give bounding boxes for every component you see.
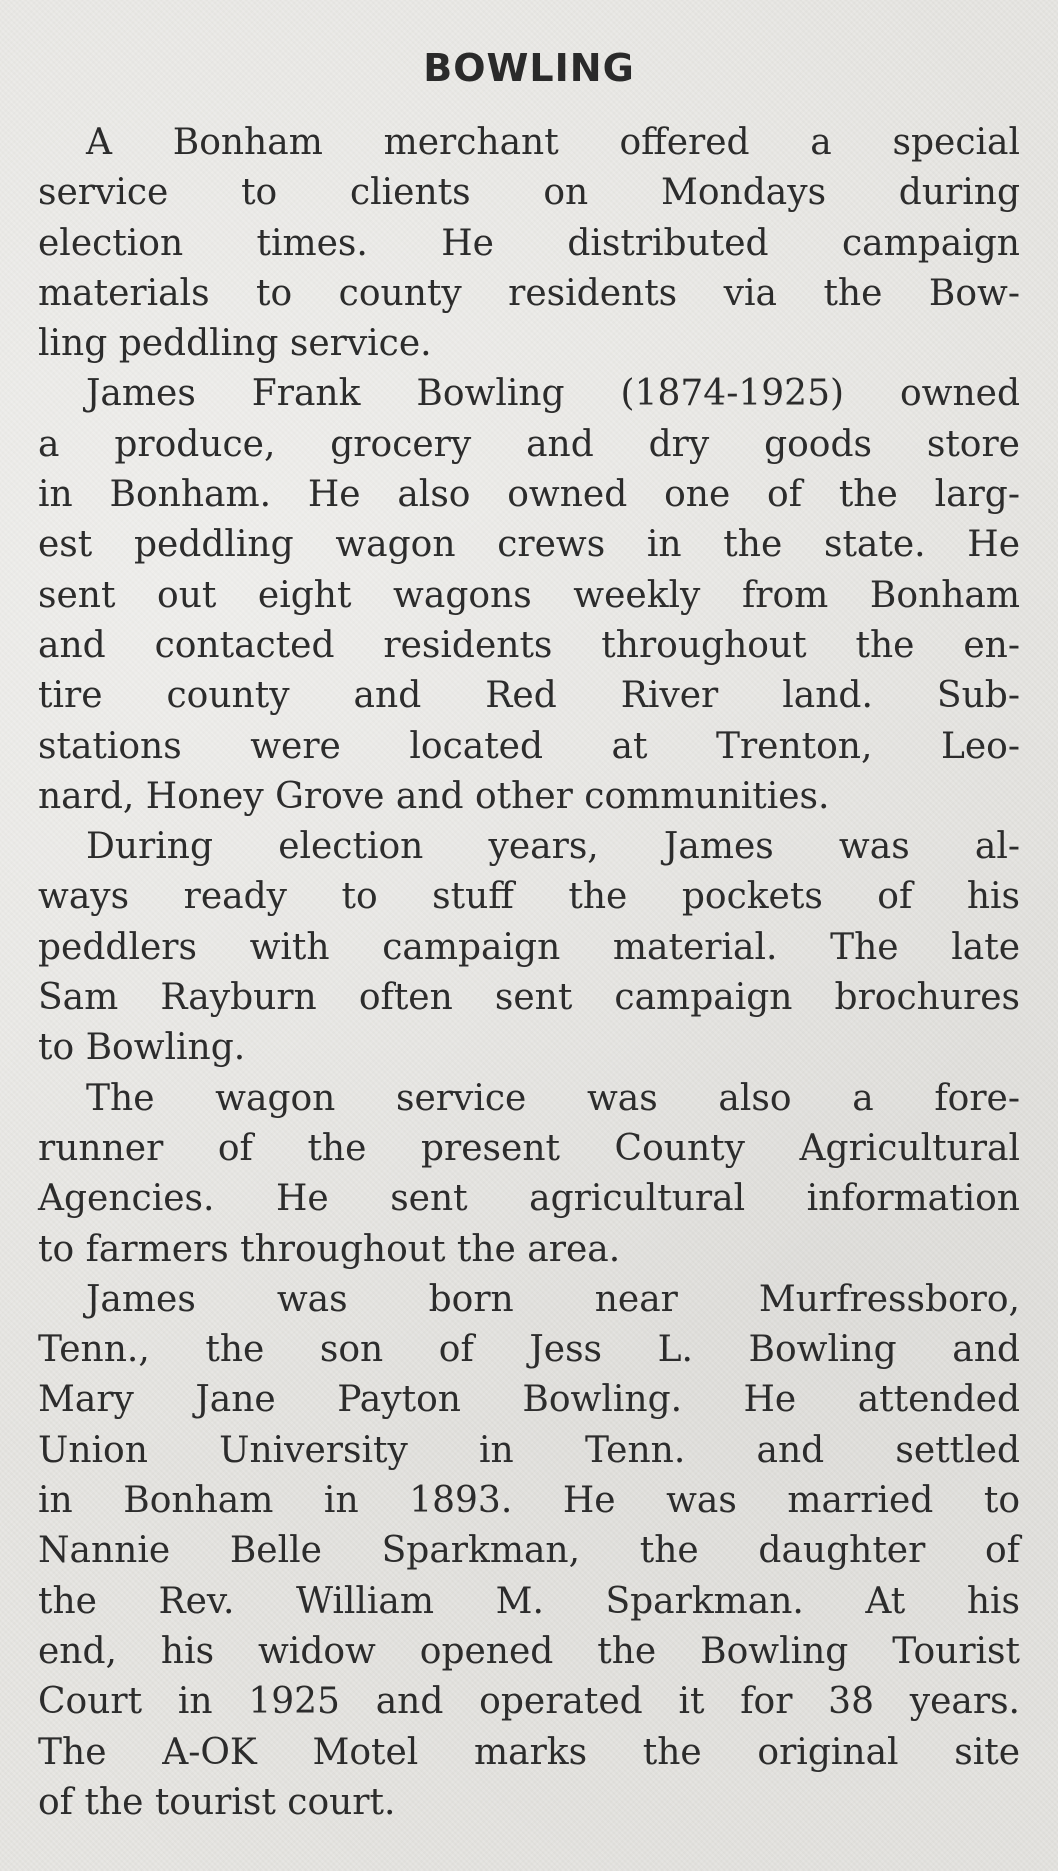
text-line: end, his widow opened the Bowling Tourist (38, 1630, 1020, 1672)
article-title: BOWLING (423, 46, 635, 90)
paragraph-1 (38, 118, 1020, 369)
text-line: a produce, grocery and dry goods store (38, 423, 1020, 465)
text-line: in Bonham in 1893. He was married to (38, 1480, 1020, 1522)
text-line: Sam Rayburn often sent campaign brochures (38, 977, 1020, 1019)
text-line: and contacted residents throughout the en- (38, 624, 1020, 666)
text-line: est peddling wagon crews in the state. He (38, 524, 1020, 566)
paragraph-5 (38, 1275, 1020, 1828)
text-line: sent out eight wagons weekly from Bonham (38, 574, 1020, 616)
text-line: Agencies. He sent agricultural information (38, 1178, 1020, 1220)
text-line: stations were located at Trenton, Leo- (38, 725, 1020, 767)
text-line: election times. He distributed campaign (38, 222, 1020, 264)
text-line: During election years, James was al- (86, 826, 1020, 868)
text-line: ways ready to stuff the pockets of his (38, 876, 1020, 918)
text-line: tire county and Red River land. Sub- (38, 675, 1020, 717)
text-line: James was born near Murfressboro, (86, 1278, 1020, 1320)
paragraph-2 (38, 369, 1020, 822)
text-line: to Bowling. (38, 1027, 246, 1069)
text-line: nard, Honey Grove and other communities. (38, 775, 830, 817)
article-body (38, 118, 1020, 1828)
text-line: ling peddling service. (38, 323, 432, 365)
text-line: The wagon service was also a fore- (86, 1077, 1020, 1119)
paragraph-4 (38, 1074, 1020, 1275)
text-line: materials to county residents via the Bow- (38, 272, 1020, 314)
text-line: Court in 1925 and operated it for 38 years. (38, 1681, 1020, 1723)
text-line: Mary Jane Payton Bowling. He attended (38, 1379, 1020, 1421)
text-line: A Bonham merchant offered a special (86, 122, 1020, 163)
text-line: service to clients on Mondays during (38, 172, 1020, 214)
text-line: James Frank Bowling (1874-1925) owned (86, 373, 1020, 415)
text-line: in Bonham. He also owned one of the larg- (38, 474, 1020, 516)
text-line: The A-OK Motel marks the original site (38, 1731, 1020, 1773)
text-line: of the tourist court. (38, 1781, 396, 1823)
text-line: to farmers throughout the area. (38, 1228, 621, 1270)
text-line: Nannie Belle Sparkman, the daughter of (38, 1530, 1020, 1572)
text-line: peddlers with campaign material. The late (38, 926, 1020, 968)
text-line: Tenn., the son of Jess L. Bowling and (38, 1329, 1020, 1371)
text-line: runner of the present County Agricultural (38, 1127, 1020, 1169)
paragraph-3 (38, 822, 1020, 1073)
text-line: the Rev. William M. Sparkman. At his (38, 1580, 1020, 1622)
text-line: Union University in Tenn. and settled (38, 1429, 1020, 1471)
